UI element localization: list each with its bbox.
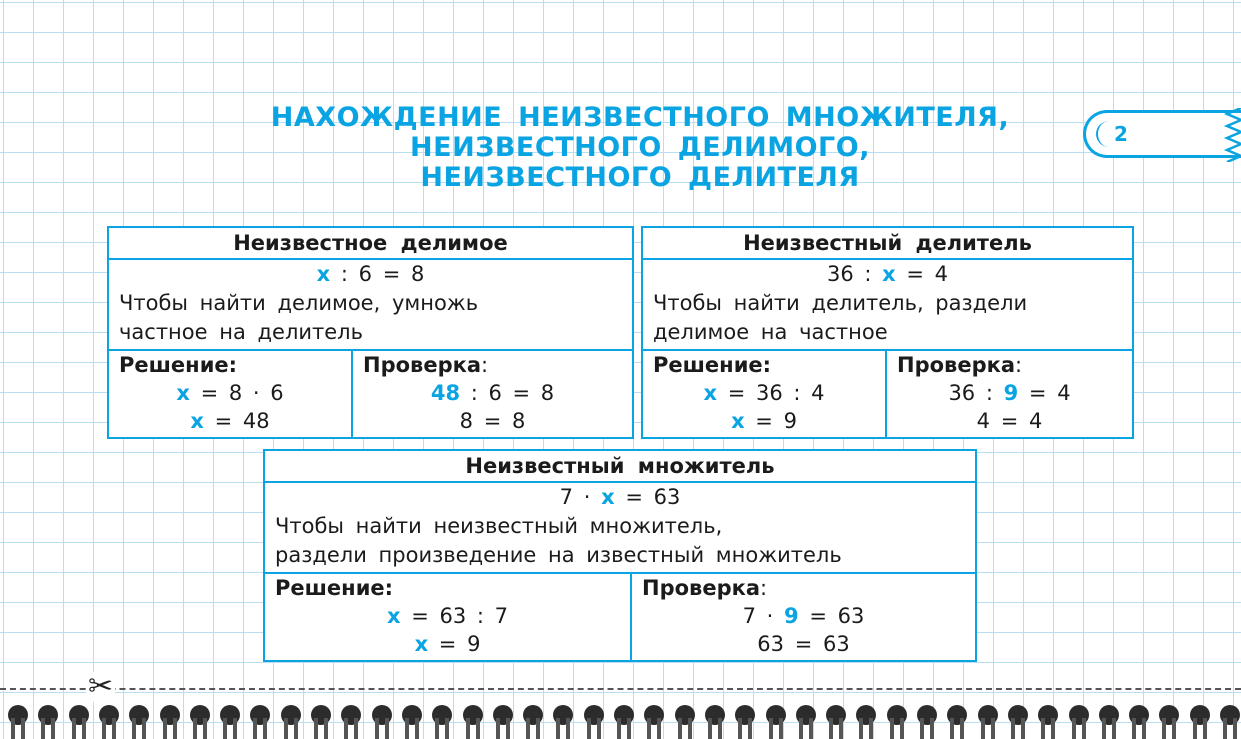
divisor-rule-line-1: Чтобы найти делитель, раздели [653,291,1028,315]
solution-line-1: x = 36 : 4 [703,381,825,405]
unknown-x: x [882,262,896,286]
check-label: Проверка: [363,353,489,377]
dividend-rule-line-2: частное на делитель [119,320,363,344]
title-line-1: НАХОЖДЕНИЕ НЕИЗВЕСТНОГО МНОЖИТЕЛЯ, [270,102,1010,133]
title-line-3: НЕИЗВЕСТНОГО ДЕЛИТЕЛЯ [420,162,860,193]
divisor-solution-cell [642,350,886,438]
binding-ring-icon [1033,700,1063,739]
binding-ring-icon [518,700,548,739]
dividend-equation: x : 6 = 8 [316,262,425,286]
binding-ring-icon [791,700,821,739]
factor-rule-line-2: раздели произведение на известный множитель [275,543,842,567]
binding-ring-icon [397,700,427,739]
binding-ring-icon [488,700,518,739]
factor-check-cell [631,573,976,661]
factor-equation: 7 · x = 63 [559,485,681,509]
spiral-binding [0,700,1241,739]
binding-ring-icon [336,700,366,739]
dividend-rule-table [107,226,634,439]
binding-ring-icon [1215,700,1241,739]
binding-ring-icon [215,700,245,739]
divisor-rule-cell [642,259,1133,350]
binding-ring-icon [427,700,457,739]
divisor-equation: 36 : x = 4 [826,262,949,286]
binding-ring-icon [761,700,791,739]
page-number-tab [1083,110,1241,158]
unknown-x: x [601,485,615,509]
solution-line-2: x = 48 [190,409,270,433]
binding-ring-icon [670,700,700,739]
solution-line-2: x = 9 [731,409,797,433]
binding-ring-icon [245,700,275,739]
divisor-check-cell [886,350,1133,438]
binding-ring-icon [579,700,609,739]
binding-ring-icon [882,700,912,739]
binding-ring-icon [33,700,63,739]
binding-ring-icon [1064,700,1094,739]
binding-ring-icon [609,700,639,739]
binding-ring-icon [1154,700,1184,739]
binding-ring-icon [367,700,397,739]
factor-solution-cell [264,573,631,661]
dividend-header: Неизвестное делимое [108,227,633,259]
check-line-1: 7 · 9 = 63 [742,604,865,628]
dividend-solution-cell [108,350,352,438]
binding-ring-icon [185,700,215,739]
check-line-2: 4 = 4 [976,409,1043,433]
binding-ring-icon [458,700,488,739]
check-line-1: 36 : 9 = 4 [948,381,1071,405]
solution-label: Решение: [119,353,238,377]
factor-rule-line-1: Чтобы найти неизвестный множитель, [275,514,723,538]
divisor-rule-table [641,226,1134,439]
binding-ring-icon [124,700,154,739]
binding-ring-icon [155,700,185,739]
dividend-check-cell [352,350,633,438]
binding-ring-icon [730,700,760,739]
binding-ring-icon [3,700,33,739]
binding-ring-icon [973,700,1003,739]
binding-ring-icon [639,700,669,739]
solution-label: Решение: [653,353,772,377]
binding-ring-icon [1124,700,1154,739]
binding-ring-icon [942,700,972,739]
scissors-icon: ✂ [88,669,114,704]
binding-ring-icon [912,700,942,739]
dividend-rule-cell [108,259,633,350]
check-line-2: 63 = 63 [757,632,850,656]
dividend-rule-line-1: Чтобы найти делимое, умножь [119,291,479,315]
binding-ring-icon [548,700,578,739]
binding-ring-icon [700,700,730,739]
page-number: 2 [1114,122,1128,146]
check-label: Проверка: [897,353,1023,377]
zigzag-edge-icon [1223,108,1241,162]
check-label: Проверка: [642,576,768,600]
factor-rule-table [263,449,977,662]
solution-line-1: x = 63 : 7 [386,604,508,628]
title-line-2: НЕИЗВЕСТНОГО ДЕЛИМОГО, [410,132,870,163]
binding-ring-icon [64,700,94,739]
binding-ring-icon [306,700,336,739]
check-line-2: 8 = 8 [459,409,526,433]
binding-ring-icon [276,700,306,739]
binding-ring-icon [94,700,124,739]
divisor-header: Неизвестный делитель [642,227,1133,259]
page-title [130,103,1150,193]
binding-ring-icon [821,700,851,739]
solution-line-2: x = 9 [414,632,481,656]
binding-ring-icon [1003,700,1033,739]
check-line-1: 48 : 6 = 8 [430,381,555,405]
unknown-x: x [316,262,331,286]
solution-line-1: x = 8 · 6 [176,381,284,405]
binding-ring-icon [1094,700,1124,739]
factor-header: Неизвестный множитель [264,450,976,482]
binding-ring-icon [851,700,881,739]
binding-ring-icon [1185,700,1215,739]
factor-rule-cell [264,482,976,573]
divisor-rule-line-2: делимое на частное [653,320,888,344]
cut-line [0,688,1241,690]
solution-label: Решение: [275,576,394,600]
